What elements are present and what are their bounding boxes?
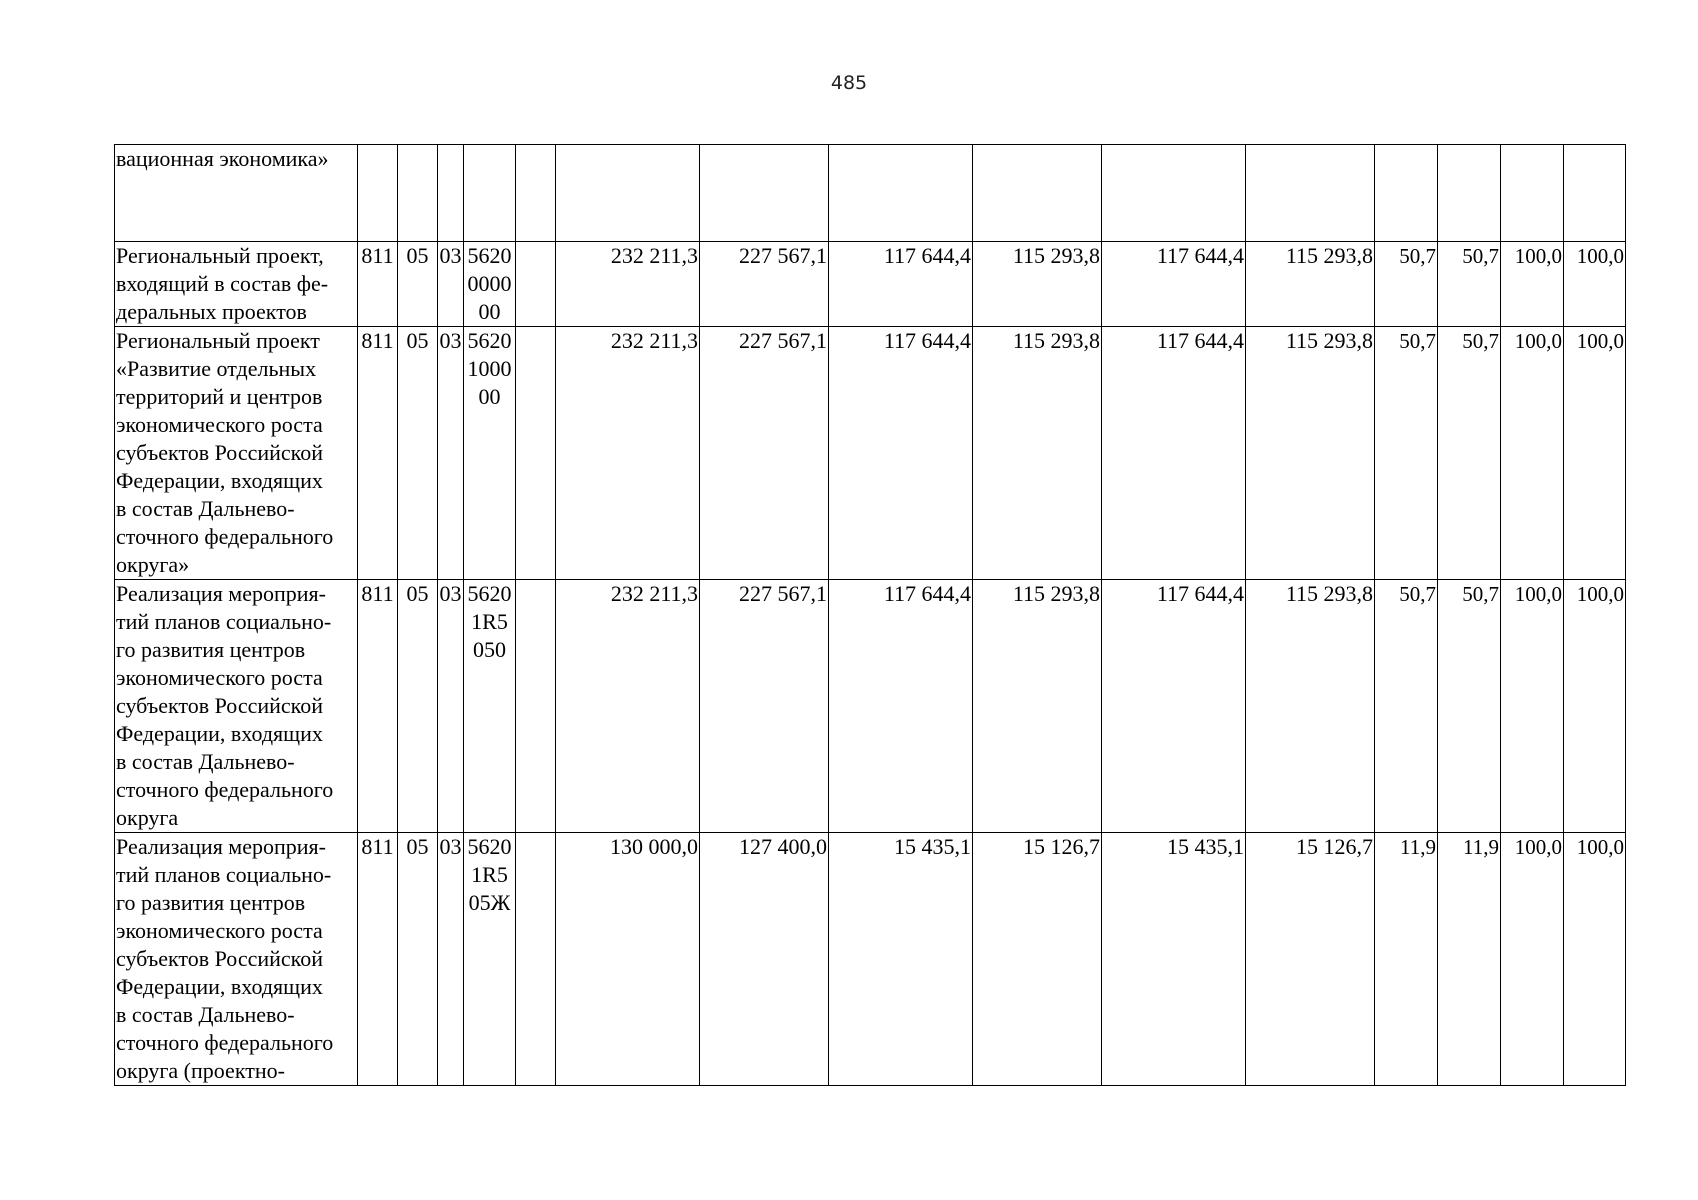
percent-cell: 50,7 xyxy=(1438,580,1501,833)
row-name: вационная экономика» xyxy=(115,145,358,242)
percent-cell: 50,7 xyxy=(1375,580,1438,833)
percent-cell xyxy=(1438,145,1501,242)
value-cell: 130 000,0 xyxy=(556,833,700,1086)
table-row xyxy=(115,833,1626,1086)
percent-cell: 100,0 xyxy=(1564,833,1626,1086)
target-article-code: 5620 1R5 05Ж xyxy=(464,833,516,1086)
table-row xyxy=(115,242,1626,327)
section-code: 05 xyxy=(398,833,438,1086)
percent-cell: 100,0 xyxy=(1501,242,1564,327)
percent-cell: 100,0 xyxy=(1501,327,1564,580)
ministry-code: 811 xyxy=(358,580,398,833)
value-cell: 115 293,8 xyxy=(1246,580,1375,833)
value-cell: 232 211,3 xyxy=(556,580,700,833)
value-cell: 115 293,8 xyxy=(973,242,1102,327)
subsection-code: 03 xyxy=(438,580,464,833)
section-code: 05 xyxy=(398,242,438,327)
value-cell xyxy=(973,145,1102,242)
expense-type-code xyxy=(516,327,556,580)
ministry-code: 811 xyxy=(358,242,398,327)
value-cell: 115 293,8 xyxy=(973,580,1102,833)
percent-cell: 50,7 xyxy=(1375,327,1438,580)
row-name: Региональный проект «Развитие отдельных территорий и центров экономического роста субъектов Российской Федерации, входящих в состав Дальнево- сточного федерального округа» xyxy=(115,327,358,580)
budget-table xyxy=(114,144,1626,1086)
percent-cell: 100,0 xyxy=(1564,327,1626,580)
target-article-code xyxy=(464,145,516,242)
table-row xyxy=(115,145,1626,242)
value-cell: 117 644,4 xyxy=(1102,327,1246,580)
percent-cell: 100,0 xyxy=(1564,242,1626,327)
value-cell: 115 293,8 xyxy=(973,327,1102,580)
subsection-code xyxy=(438,145,464,242)
percent-cell: 11,9 xyxy=(1438,833,1501,1086)
expense-type-code xyxy=(516,833,556,1086)
value-cell xyxy=(1102,145,1246,242)
row-name: Региональный проект, входящий в состав фе- деральных проектов xyxy=(115,242,358,327)
value-cell: 127 400,0 xyxy=(700,833,829,1086)
value-cell xyxy=(1246,145,1375,242)
percent-cell: 50,7 xyxy=(1375,242,1438,327)
target-article-code: 5620 1R5 050 xyxy=(464,580,516,833)
target-article-code: 5620 1000 00 xyxy=(464,327,516,580)
section-code xyxy=(398,145,438,242)
expense-type-code xyxy=(516,580,556,833)
value-cell xyxy=(556,145,700,242)
value-cell xyxy=(829,145,973,242)
value-cell: 117 644,4 xyxy=(829,580,973,833)
value-cell: 227 567,1 xyxy=(700,327,829,580)
section-code: 05 xyxy=(398,327,438,580)
value-cell: 227 567,1 xyxy=(700,242,829,327)
subsection-code: 03 xyxy=(438,833,464,1086)
ministry-code xyxy=(358,145,398,242)
value-cell: 15 435,1 xyxy=(1102,833,1246,1086)
value-cell: 115 293,8 xyxy=(1246,242,1375,327)
percent-cell: 50,7 xyxy=(1438,242,1501,327)
value-cell: 227 567,1 xyxy=(700,580,829,833)
percent-cell xyxy=(1501,145,1564,242)
percent-cell xyxy=(1375,145,1438,242)
target-article-code: 5620 0000 00 xyxy=(464,242,516,327)
table-row xyxy=(115,580,1626,833)
expense-type-code xyxy=(516,145,556,242)
value-cell: 117 644,4 xyxy=(829,327,973,580)
value-cell xyxy=(700,145,829,242)
table-row xyxy=(115,327,1626,580)
ministry-code: 811 xyxy=(358,833,398,1086)
row-name: Реализация мероприя- тий планов социально- го развития центров экономического роста субъектов Российской Федерации, входящих в состав Дальнево- сточного федерального округа xyxy=(115,580,358,833)
row-name: Реализация мероприя- тий планов социально- го развития центров экономического роста субъектов Российской Федерации, входящих в состав Дальнево- сточного федерального округа (проектно- xyxy=(115,833,358,1086)
value-cell: 232 211,3 xyxy=(556,327,700,580)
value-cell: 15 435,1 xyxy=(829,833,973,1086)
value-cell: 15 126,7 xyxy=(1246,833,1375,1086)
percent-cell: 100,0 xyxy=(1501,580,1564,833)
percent-cell: 100,0 xyxy=(1501,833,1564,1086)
percent-cell: 11,9 xyxy=(1375,833,1438,1086)
subsection-code: 03 xyxy=(438,327,464,580)
section-code: 05 xyxy=(398,580,438,833)
percent-cell: 50,7 xyxy=(1438,327,1501,580)
ministry-code: 811 xyxy=(358,327,398,580)
value-cell: 232 211,3 xyxy=(556,242,700,327)
subsection-code: 03 xyxy=(438,242,464,327)
value-cell: 15 126,7 xyxy=(973,833,1102,1086)
percent-cell xyxy=(1564,145,1626,242)
percent-cell: 100,0 xyxy=(1564,580,1626,833)
expense-type-code xyxy=(516,242,556,327)
value-cell: 115 293,8 xyxy=(1246,327,1375,580)
value-cell: 117 644,4 xyxy=(829,242,973,327)
page-number: 485 xyxy=(830,72,868,94)
value-cell: 117 644,4 xyxy=(1102,580,1246,833)
value-cell: 117 644,4 xyxy=(1102,242,1246,327)
